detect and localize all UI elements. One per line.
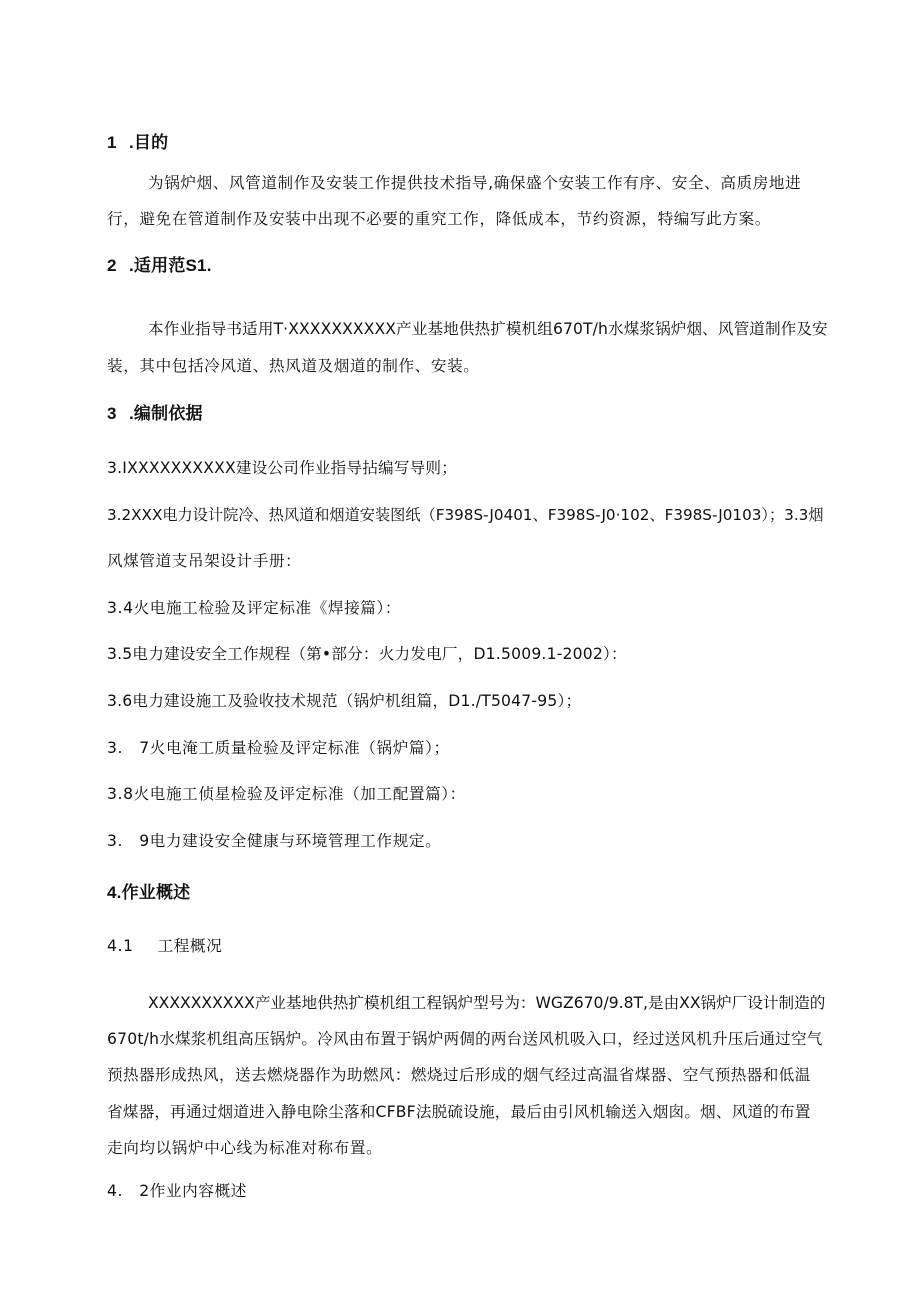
section-1-paragraph-line-1: 为锅炉烟、风管道制作及安装工作提供技术指导,确保盛个安装工作有序、安全、高质房地进 (148, 174, 802, 192)
section-1-paragraph-line-2: 行，避免在管道制作及安装中出现不必要的重究工作，降低成本，节约资源，特编写此方案。 (107, 210, 771, 228)
reference-item-3-5: 3.5电力建设安全工作规程（第•部分：火力发电厂，D1.5009.1-2002）： (107, 645, 627, 663)
reference-item-3-6: 3.6电力建设施工及验收技术规范（锅炉机组篇，D1./T5047-95）； (107, 692, 582, 710)
reference-item-3-4: 3.4火电施工检验及评定标准《焊接篇）： (107, 599, 402, 617)
section-2-paragraph-line-1: 本作业指导书适用T·XXXXXXXXXX产业基地供热扩模机组670T/h水煤浆锅炉烟、风管道制作及安 (148, 320, 828, 338)
reference-item-3-3-continued: 风煤管道支吊架设计手册： (107, 552, 302, 570)
reference-item-3-7: 3. 7火电淹工质量检验及评定标准（锅炉篇）； (107, 739, 450, 757)
section-3-heading (107, 403, 203, 425)
section-2-title: .适用范S1. (129, 256, 212, 275)
reference-item-3-8: 3.8火电施工侦星检验及评定标准（加工配置篇）： (107, 785, 466, 803)
section-4-heading: 4.作业概述 (107, 883, 191, 902)
section-4-paragraph-line-2: 670t/h水煤浆机组高压锅炉。冷风由布置于锅炉两倜的两台送风机吸入口，经过送风机升压后通过空气 (107, 1030, 823, 1048)
section-2-heading (107, 255, 212, 277)
section-3-number: 3 (107, 404, 117, 423)
reference-item-3-9: 3. 9电力建设安全健康与环境管理工作规定。 (107, 832, 442, 850)
section-4-paragraph-line-3: 预热器形成热风，送去燃烧器作为助燃风：燃烧过后形成的烟气经过高温省煤器、空气预热器和低温 (107, 1066, 811, 1084)
section-2-number: 2 (107, 256, 117, 275)
reference-item-3-2: 3.2XXX电力设计院冷、热风道和烟道安装图纸（F398S-J0401、F398S-J0·102、F398S-J0103）；3.3烟 (107, 506, 824, 524)
section-4-paragraph-line-5: 走向均以锅炉中心线为标准对称布置。 (107, 1139, 383, 1157)
reference-item-3-1: 3.IXXXXXXXXXX建设公司作业指导拈编写导则； (107, 459, 458, 477)
section-1-number: 1 (107, 133, 117, 152)
section-2-paragraph-line-2: 装，其中包括冷风道、热风道及烟道的制作、安装。 (107, 357, 480, 375)
subsection-4-1-heading (107, 935, 222, 957)
section-3-title: .编制依据 (129, 404, 203, 423)
section-4-paragraph-line-4: 省煤器，再通过烟道进入静电除尘落和CFBF法脱硫设施，最后由引风机输送入烟囱。烟、风道的布置 (107, 1103, 811, 1121)
section-1-title: .目的 (129, 133, 169, 152)
section-4-paragraph-line-1: XXXXXXXXXX产业基地供热扩模机组工程锅炉型号为：WGZ670/9.8T,是由XX锅炉厂设计制造的 (148, 994, 826, 1012)
subsection-4-1-number: 4.1 (107, 937, 134, 955)
subsection-4-1-title: 工程概况 (157, 937, 223, 955)
subsection-4-2-heading: 4. 2作业内容概述 (107, 1182, 247, 1200)
section-1-heading (107, 132, 168, 154)
